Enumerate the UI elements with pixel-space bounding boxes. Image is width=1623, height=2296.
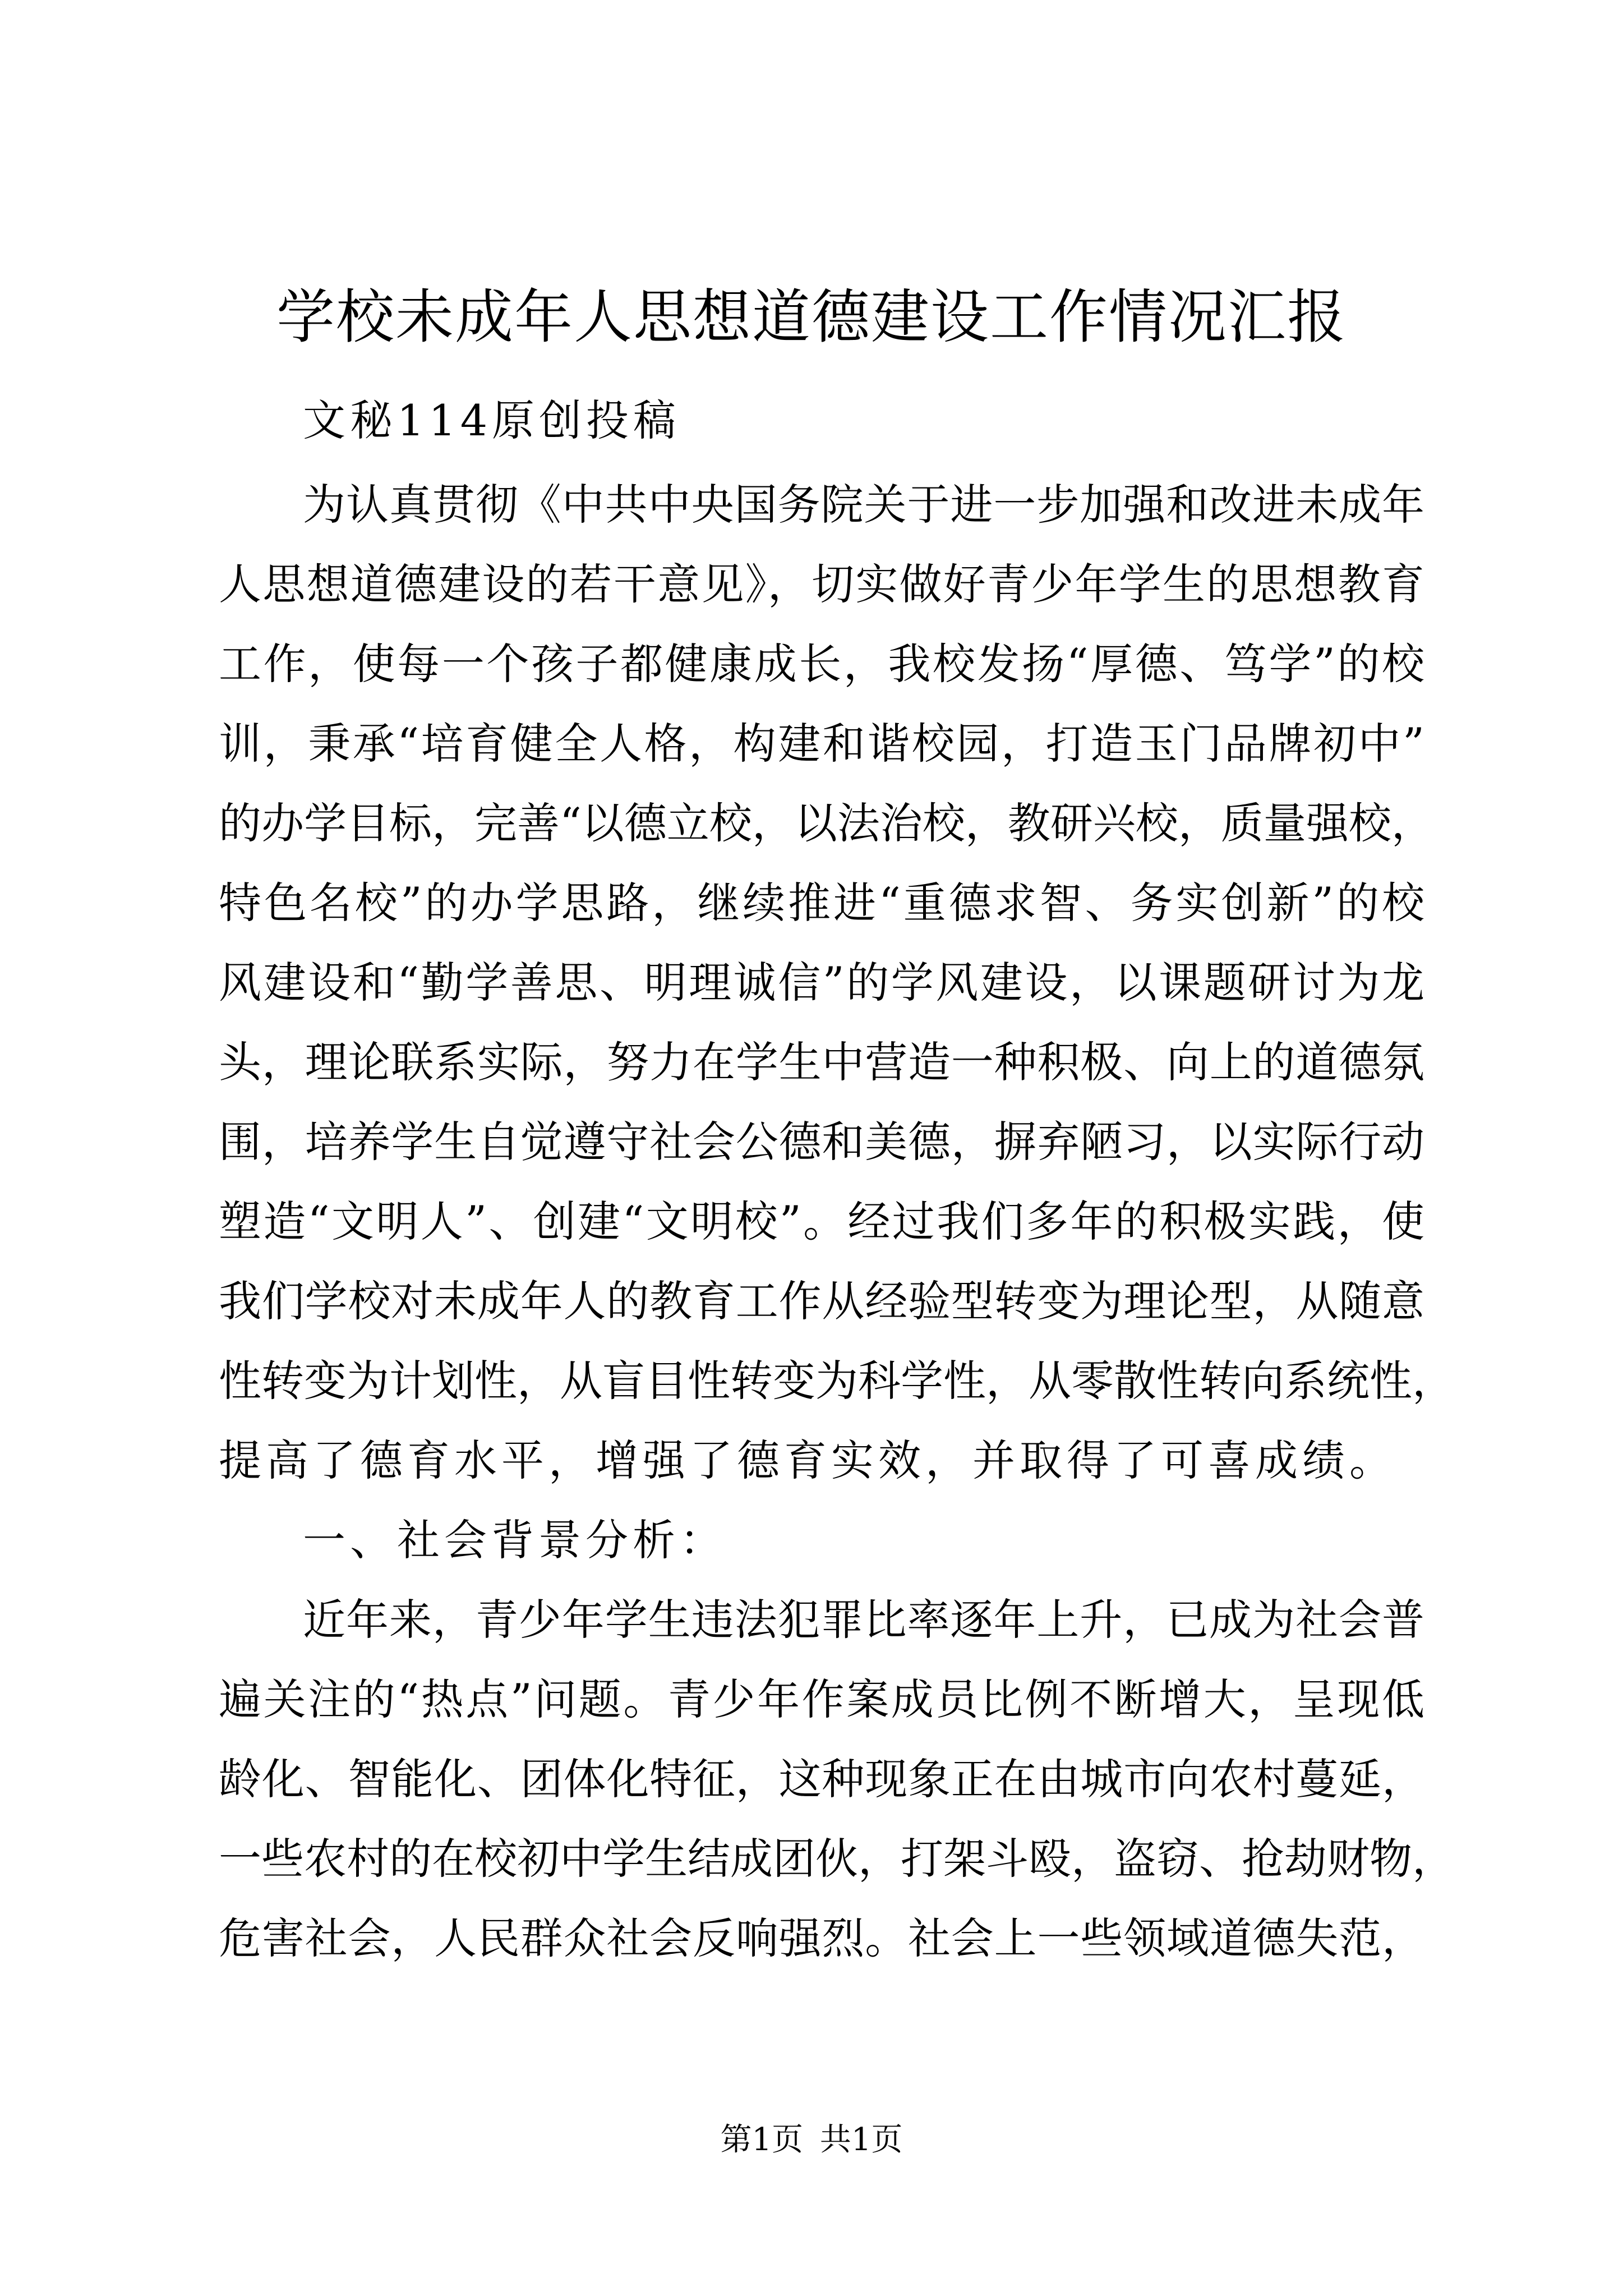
body-line: 围，培养学生自觉遵守社会公德和美德，摒弃陋习，以实际行动: [219, 1117, 1424, 1167]
body-line: 危害社会，人民群众社会反响强烈。社会上一些领域道德失范，: [219, 1913, 1424, 1963]
body-line: 近年来，青少年学生违法犯罪比率逐年上升，已成为社会普: [303, 1595, 1424, 1645]
page-number: 第1页: [720, 2122, 804, 2158]
body-line: 工作，使每一个孩子都健康成长，我校发扬“厚德、笃学”的校: [219, 639, 1424, 689]
source-line: 文秘114原创投稿: [303, 395, 681, 445]
page-total: 共1页: [819, 2122, 903, 2158]
body-line: 遍关注的“热点”问题。青少年作案成员比例不断增大，呈现低: [219, 1674, 1424, 1724]
body-line: 塑造“文明人”、创建“文明校”。经过我们多年的积极实践，使: [219, 1197, 1424, 1246]
page-footer: [0, 2118, 1623, 2162]
body-line: 我们学校对未成年人的教育工作从经验型转变为理论型，从随意: [219, 1276, 1424, 1326]
body-line: 特色名校”的办学思路，继续推进“重德求智、务实创新”的校: [219, 878, 1424, 928]
body-line: 头，理论联系实际，努力在学生中营造一种积极、向上的道德氛: [219, 1037, 1424, 1087]
body-line: 性转变为计划性，从盲目性转变为科学性，从零散性转向系统性，: [219, 1356, 1455, 1406]
body-line: 风建设和“勤学善思、明理诚信”的学风建设，以课题研讨为龙: [219, 958, 1424, 1007]
body-line: 一些农村的在校初中学生结成团伙，打架斗殴，盗窃、抢劫财物，: [219, 1834, 1455, 1884]
document-title: 学校未成年人思想道德建设工作情况汇报: [276, 283, 1347, 351]
section-heading: 一、社会背景分析：: [303, 1515, 727, 1565]
body-line: 提高了德育水平，增强了德育实效，并取得了可喜成绩。: [219, 1435, 1396, 1485]
body-line: 龄化、智能化、团体化特征，这种现象正在由城市向农村蔓延，: [219, 1754, 1424, 1804]
body-line: 训，秉承“培育健全人格，构建和谐校园，打造玉门品牌初中”: [219, 719, 1424, 769]
body-line: 的办学目标，完善“以德立校，以法治校，教研兴校，质量强校，: [219, 798, 1434, 848]
body-line: 人思想道德建设的若干意见》，切实做好青少年学生的思想教育: [219, 559, 1424, 609]
body-line: 为认真贯彻《中共中央国务院关于进一步加强和改进未成年: [303, 480, 1424, 530]
